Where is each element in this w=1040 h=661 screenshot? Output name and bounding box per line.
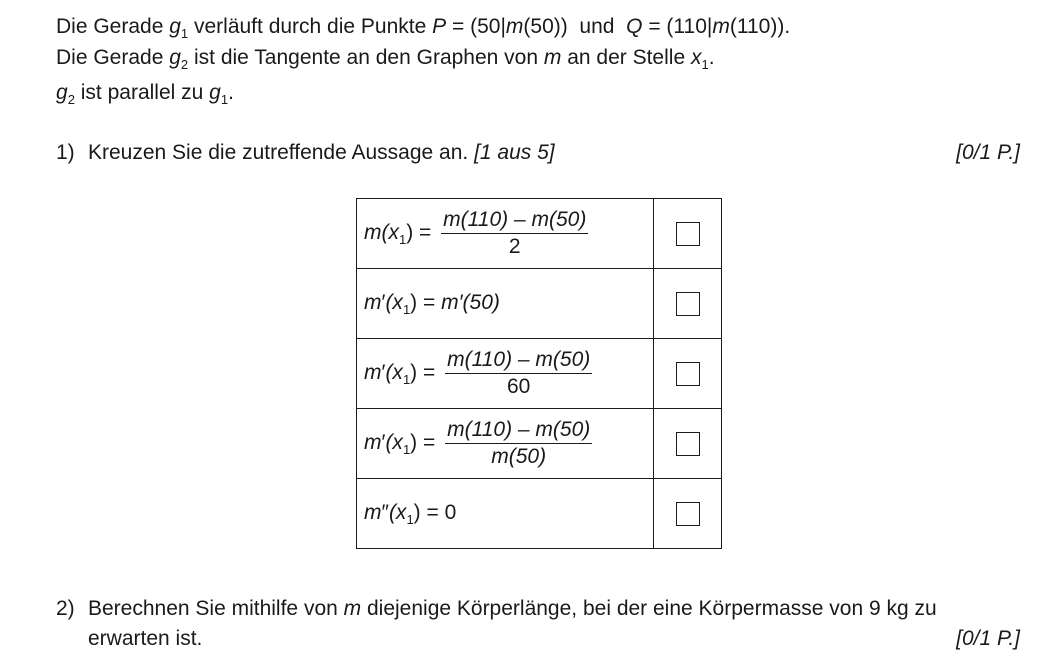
question-2-points: [0/1 P.] xyxy=(956,627,1020,650)
math-symbol: P xyxy=(432,15,447,38)
math-subscript: 2 xyxy=(180,57,189,72)
option-formula xyxy=(357,479,654,549)
question-number: 1) xyxy=(56,141,75,164)
question-2-prompt xyxy=(56,594,937,654)
intro-text: (50)) xyxy=(523,15,568,38)
intro-text: verläuft durch die Punkte xyxy=(188,15,433,38)
intro-text: = (50 xyxy=(446,15,501,38)
question-1-prompt xyxy=(56,140,555,166)
option-formula xyxy=(357,269,654,339)
math-subscript: 2 xyxy=(67,92,75,107)
formula-arg: (x xyxy=(381,221,399,245)
formula-eq: ) = xyxy=(410,290,442,314)
option-checkbox[interactable] xyxy=(676,362,700,386)
formula-func: m xyxy=(364,431,382,455)
option-formula xyxy=(357,339,654,409)
option-formula xyxy=(357,409,654,479)
math-subscript: 1 xyxy=(220,92,229,107)
intro-text: . xyxy=(708,46,715,69)
intro-text: Die Gerade xyxy=(56,46,170,69)
option-row xyxy=(357,199,722,269)
option-checkbox[interactable] xyxy=(676,222,700,246)
intro-line-3 xyxy=(56,80,234,113)
option-row xyxy=(357,409,722,479)
fraction-denominator: 60 xyxy=(507,375,531,398)
formula-subscript: 1 xyxy=(399,232,407,248)
question-text: Kreuzen Sie die zutreffende Aussage an. xyxy=(88,141,475,164)
option-checkbox-cell xyxy=(654,409,722,479)
intro-text: und xyxy=(567,15,627,38)
formula-prime: ″ xyxy=(381,500,389,524)
math-symbol: m xyxy=(505,15,524,38)
math-symbol: g xyxy=(169,46,181,69)
question-1-points: [0/1 P.] xyxy=(956,141,1020,164)
formula-subscript: 1 xyxy=(402,442,411,458)
option-checkbox-cell xyxy=(654,339,722,409)
option-formula xyxy=(357,199,654,269)
intro-text: . xyxy=(228,81,234,104)
intro-text: an der Stelle xyxy=(561,46,691,69)
question-hint: [1 aus 5] xyxy=(474,141,555,164)
fraction xyxy=(445,418,592,469)
option-checkbox-cell xyxy=(654,199,722,269)
formula-func: m xyxy=(364,221,382,245)
formula-func: m xyxy=(364,500,382,524)
fraction-numerator: m(110) – m(50) xyxy=(445,418,592,444)
math-symbol: m xyxy=(712,15,730,38)
formula-prime: ′ xyxy=(381,361,386,385)
intro-text: ist parallel zu xyxy=(74,81,210,104)
formula-arg: (x xyxy=(385,431,403,455)
intro-text: = (110 xyxy=(642,15,707,38)
option-row xyxy=(357,479,722,549)
fraction xyxy=(445,348,592,399)
fraction-numerator: m(110) – m(50) xyxy=(441,208,588,234)
math-symbol: m xyxy=(343,597,362,620)
formula-eq: ) = xyxy=(410,431,436,455)
fraction-denominator: m(50) xyxy=(491,445,547,468)
question-text: Berechnen Sie mithilfe von xyxy=(88,597,344,620)
formula-arg: (x xyxy=(388,500,407,524)
fraction-denominator: 2 xyxy=(508,235,521,258)
formula-eq: ) = 0 xyxy=(413,500,457,524)
math-symbol: g xyxy=(56,81,68,104)
formula-subscript: 1 xyxy=(402,372,411,388)
math-bar: | xyxy=(706,15,713,38)
formula-eq: ) = xyxy=(406,221,432,245)
math-symbol: g xyxy=(209,81,221,104)
question-2-line-2: erwarten ist. xyxy=(88,627,203,650)
intro-line-2 xyxy=(56,45,715,78)
math-symbol: g xyxy=(169,15,181,38)
intro-text: Die Gerade xyxy=(56,15,170,38)
option-checkbox-cell xyxy=(654,479,722,549)
math-bar: | xyxy=(500,15,506,38)
fraction xyxy=(441,208,588,259)
option-checkbox-cell xyxy=(654,269,722,339)
formula-arg: (x xyxy=(385,290,403,314)
question-2-line-1 xyxy=(56,594,937,624)
formula-prime: ′ xyxy=(381,290,386,314)
intro-text: (110)). xyxy=(729,15,791,38)
fraction-numerator: m(110) – m(50) xyxy=(445,348,592,374)
formula-eq: ) = xyxy=(410,361,436,385)
question-text: diejenige Körperlänge, bei der eine Körpermasse von 9 kg zu xyxy=(361,597,937,620)
option-row xyxy=(357,269,722,339)
option-row xyxy=(357,339,722,409)
option-checkbox[interactable] xyxy=(676,502,700,526)
formula-func: m xyxy=(364,290,382,314)
formula-subscript: 1 xyxy=(406,511,414,527)
formula-arg: (x xyxy=(385,361,403,385)
answer-options-table xyxy=(356,198,722,549)
math-symbol: m xyxy=(543,46,562,69)
formula-rhs: m′(50) xyxy=(441,290,500,314)
formula-subscript: 1 xyxy=(402,301,411,317)
formula-prime: ′ xyxy=(381,431,386,455)
math-subscript: 1 xyxy=(180,26,189,41)
intro-line-1 xyxy=(56,14,790,47)
math-symbol: Q xyxy=(626,15,643,38)
math-symbol: x xyxy=(690,46,702,69)
math-subscript: 1 xyxy=(701,57,709,72)
option-checkbox[interactable] xyxy=(676,432,700,456)
option-checkbox[interactable] xyxy=(676,292,700,316)
question-number: 2) xyxy=(56,597,75,620)
intro-text: ist die Tangente an den Graphen von xyxy=(188,46,544,69)
formula-func: m xyxy=(364,361,382,385)
